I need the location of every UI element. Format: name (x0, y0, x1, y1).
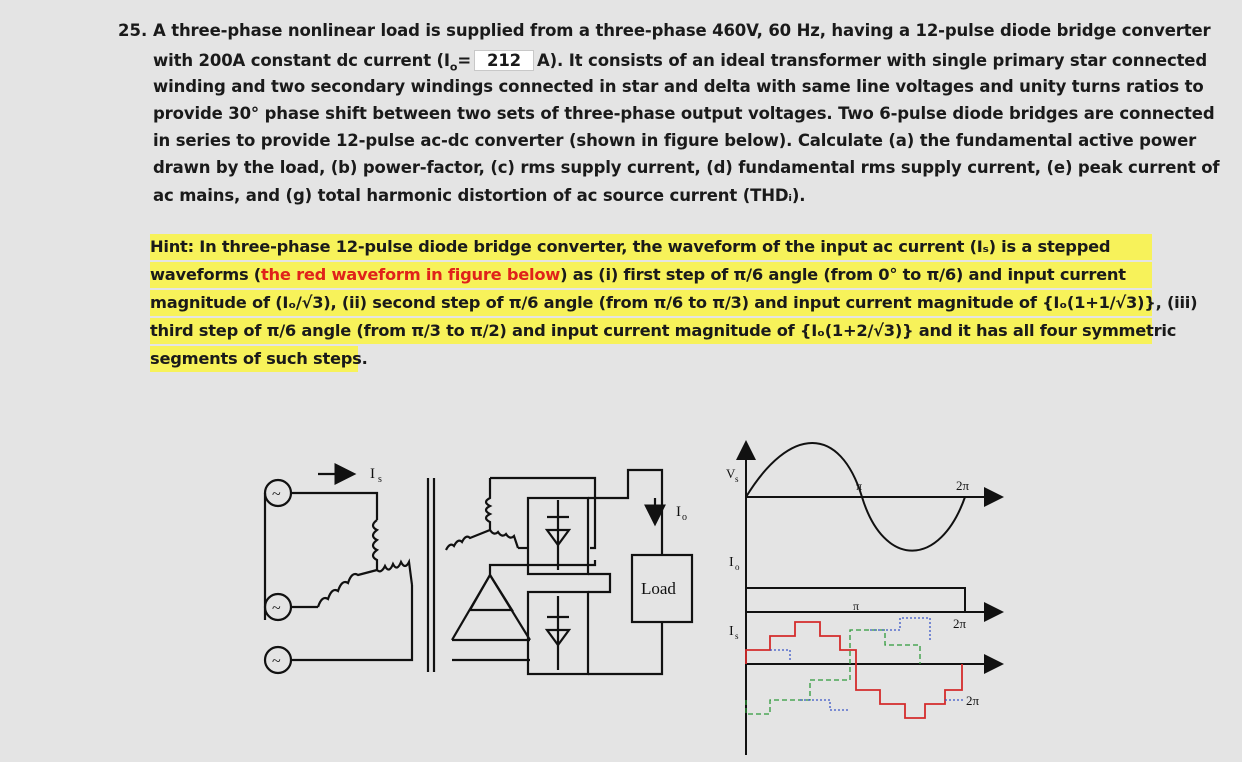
primary-winding (318, 570, 377, 607)
question-number: 25. (118, 21, 148, 40)
wire (490, 560, 595, 575)
source-current-sub: s (378, 474, 382, 485)
question-text: with 200A constant dc current (I (153, 51, 450, 70)
two-pi-label: 2π (966, 693, 980, 708)
dc-current-label: I (676, 504, 681, 520)
ac-source-2 (265, 594, 291, 620)
primary-winding (377, 562, 412, 585)
subscript: o (449, 60, 458, 74)
question-line: in series to provide 12-pulse ac-dc converter (shown in figure below). Calculate (a) the fundamental active power (153, 131, 1197, 150)
current-value-input[interactable]: 212 (474, 50, 534, 71)
secondary-star-winding (446, 530, 518, 550)
hint-line: third step of π/6 angle (from π/3 to π/2) and input current magnitude of {Iₒ(1+2/√3)} and it has all four symmetric (150, 318, 1152, 344)
pi-label: π (856, 479, 863, 493)
hint-text: ) as (i) first step of π/6 angle (from 0° to π/6) and input current (560, 265, 1126, 284)
equals-sign: = (457, 51, 472, 70)
hint-text: waveforms ( (150, 265, 261, 284)
hint-line: magnitude of (Iₒ/√3), (ii) second step of π/6 angle (from π/6 to π/3) and input current magnitude of {Iₒ(1+1/√3)}, (iii) (150, 290, 1152, 316)
ac-source-3 (265, 647, 291, 673)
diode-symbol-1 (547, 500, 569, 570)
source-symbol: ~ (272, 653, 281, 670)
io-sub: o (735, 562, 740, 572)
hint-red-text: the red waveform in figure below (261, 265, 561, 284)
load-label: Load (641, 579, 676, 598)
vs-sub: s (735, 474, 739, 484)
question-text: A). It consists of an ideal transformer with single primary star connected (537, 51, 1208, 70)
question-line: A three-phase nonlinear load is supplied from a three-phase 460V, 60 Hz, having a 12-pulse diode bridge converter (153, 21, 1211, 40)
io-label: I (729, 555, 734, 570)
question-line: ac mains, and (g) total harmonic distortion of ac source current (THDᵢ). (153, 186, 806, 205)
secondary-delta-winding (452, 575, 530, 640)
green-dashed-waveform (746, 630, 920, 714)
diode-symbol-2 (547, 596, 569, 670)
ac-source-1 (265, 480, 291, 506)
two-pi-label: 2π (956, 478, 970, 493)
question-line: drawn by the load, (b) power-factor, (c) rms supply current, (d) fundamental rms supply current, (e) peak current of (153, 158, 1220, 177)
source-symbol: ~ (272, 486, 281, 503)
wire (588, 622, 662, 674)
is-sub: s (735, 631, 739, 641)
wire (588, 574, 610, 592)
source-symbol: ~ (272, 600, 281, 617)
is-label: I (729, 624, 734, 639)
wire (291, 585, 412, 660)
pi-label: π (853, 599, 860, 613)
wire (490, 478, 595, 548)
hint-line: segments of such steps. (150, 346, 358, 372)
hint-line: Hint: In three-phase 12-pulse diode bridge converter, the waveform of the input ac current (Iₛ) is a stepped (150, 234, 1152, 260)
waveform-plot (726, 443, 1000, 755)
primary-winding (373, 520, 377, 570)
two-pi-label: 2π (953, 616, 967, 631)
source-current-label: I (370, 466, 375, 482)
question-line: provide 30° phase shift between two sets of three-phase output voltages. Two 6-pulse diode bridges are connected (153, 104, 1215, 123)
vs-label: V (726, 466, 736, 481)
wire (291, 493, 377, 520)
secondary-delta-winding (470, 575, 512, 610)
dc-current-sub: o (682, 512, 687, 523)
secondary-star-winding (486, 478, 490, 530)
stepped-red-waveform (746, 622, 962, 718)
question-line: winding and two secondary windings connected in star and delta with same line voltages and unity turns ratios to (153, 77, 1204, 96)
wire (588, 470, 662, 555)
